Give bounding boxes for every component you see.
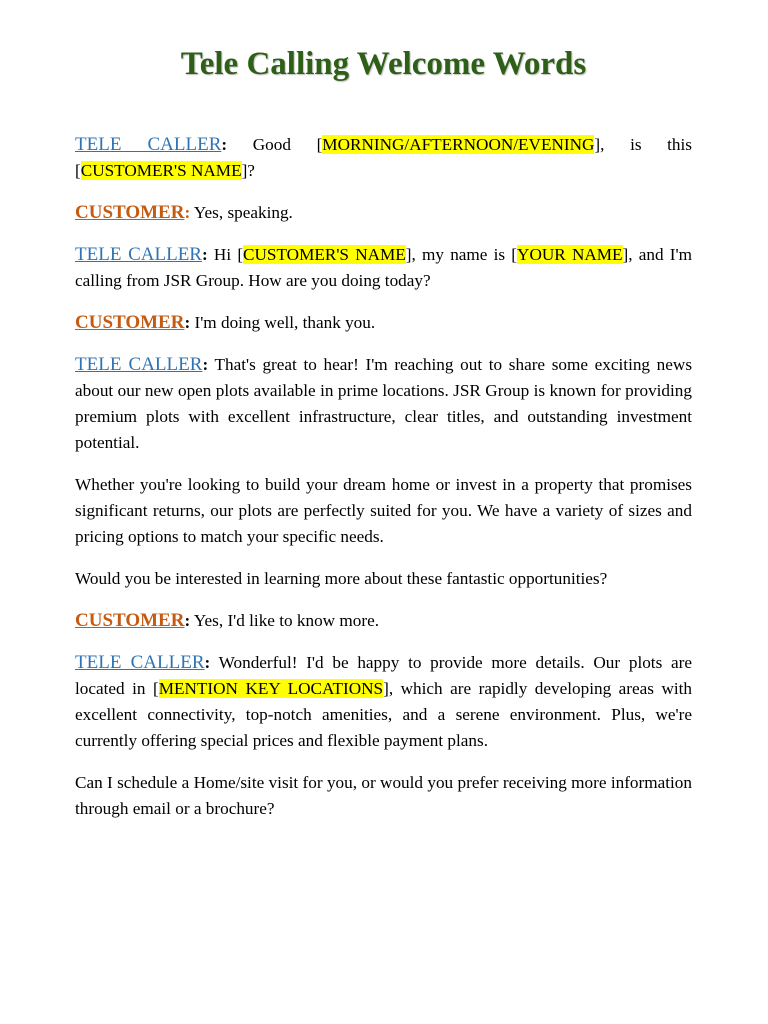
placeholder-highlight: MENTION KEY LOCATIONS xyxy=(158,679,384,698)
line-text: Wonderful! I'd be happy to provide more details. Our plots are located in [ xyxy=(75,653,692,698)
speaker-tele-caller: TELE CALLER xyxy=(75,354,203,375)
speaker-colon: : xyxy=(221,135,228,154)
line-text: ], and I'm calling from JSR Group. How are you doing today? xyxy=(75,245,692,290)
speaker-colon: : xyxy=(201,245,208,264)
dialogue-line-customer xyxy=(75,310,692,336)
dialogue-paragraph: Would you be interested in learning more about these fantastic opportunities? xyxy=(75,569,608,588)
line-text: That's great to hear! I'm reaching out to share some exciting news about our new open plots available in prime locations. JSR Group is known for providing premium plots with excellent infrastructure, clear titles, and outstanding investment potential. xyxy=(75,355,693,452)
line-text: Good [ xyxy=(227,135,323,154)
speaker-customer: CUSTOMER xyxy=(75,610,185,631)
dialogue-line-tele-caller xyxy=(75,242,692,294)
dialogue-line-tele-caller xyxy=(75,650,692,754)
dialogue-script xyxy=(75,132,692,822)
document-title: Tele Calling Welcome Words xyxy=(180,46,587,82)
placeholder-highlight: YOUR NAME xyxy=(517,245,623,264)
line-text: Hi [ xyxy=(207,245,244,264)
placeholder-highlight: CUSTOMER'S NAME xyxy=(80,161,242,180)
speaker-tele-caller: TELE CALLER xyxy=(75,652,205,673)
line-text: ], which are rapidly developing areas with excellent connectivity, top-notch amenities, and a serene environment. Plus, we're currently offering special prices and flexible payment plans. xyxy=(75,679,693,750)
line-text: ]? xyxy=(241,161,255,180)
line-text: Yes, speaking. xyxy=(190,203,293,222)
line-text: ], is this [ xyxy=(75,135,692,180)
dialogue-paragraph: Can I schedule a Home/site visit for you, or would you prefer receiving more information through email or a brochure? xyxy=(75,773,692,818)
line-text: I'm doing well, thank you. xyxy=(190,313,376,332)
dialogue-line-customer xyxy=(75,200,692,226)
dialogue-line-tele-caller xyxy=(75,132,692,184)
speaker-colon: : xyxy=(184,611,191,630)
line-text: ], my name is [ xyxy=(405,245,518,264)
speaker-customer: CUSTOMER xyxy=(75,312,185,333)
dialogue-line-tele-caller xyxy=(75,352,692,456)
speaker-colon: : xyxy=(184,203,191,222)
speaker-colon: : xyxy=(184,313,191,332)
speaker-colon: : xyxy=(204,653,211,672)
dialogue-paragraph: Whether you're looking to build your dream home or invest in a property that promises significant returns, our plots are perfectly suited for you. We have a variety of sizes and pricing options to match your specific needs. xyxy=(75,475,692,546)
speaker-colon: : xyxy=(202,355,209,374)
speaker-tele-caller: TELE CALLER xyxy=(75,134,222,155)
speaker-tele-caller: TELE CALLER xyxy=(75,244,202,265)
placeholder-highlight: MORNING/AFTERNOON/EVENING xyxy=(322,135,595,154)
speaker-customer: CUSTOMER xyxy=(75,202,185,223)
dialogue-line-customer xyxy=(75,608,692,634)
placeholder-highlight: CUSTOMER'S NAME xyxy=(243,245,406,264)
line-text: Yes, I'd like to know more. xyxy=(190,611,379,630)
